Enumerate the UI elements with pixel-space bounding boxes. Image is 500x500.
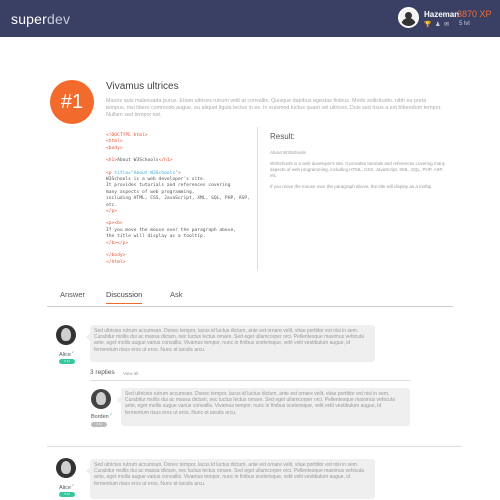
comment-text-2: Sed ultricies rutrum accumsan. Donec tempor, lacus id luctus dictum, ante est ornare velit, vitae porttitor est nisi in sem. Curabitur mollis dui ac massa dictum, nec luctus lectus ornare. Sed eget ullamcorper orci. Pellentesque maximus vehicula ante, eget mollis augue varius convallis. Vivamus tempor, nunc in finibus scelerisque, velit velit vestibulum augue, id fermentum risus eros ut eros. Nunc et iaculis arcu. <box>90 459 375 499</box>
code-line: </b></p> <box>106 240 129 246</box>
commenter-avatar-2[interactable] <box>56 458 76 478</box>
code-line: </p> <box>106 209 118 215</box>
result-paragraph: W3Schools is a web developer's site. It provides tutorials and references covering many aspects of web programming, including HTML, CSS, JavaScript, XML, SQL, PHP, ASP, etc. <box>270 161 445 178</box>
user-xp: 3870 XP <box>457 9 492 19</box>
commenter-level-badge: 5 lvl <box>59 359 75 364</box>
result-title: Result: <box>270 132 295 141</box>
verified-icon: ✔ <box>108 412 113 416</box>
verified-icon: ✔ <box>70 350 75 354</box>
code-example <box>106 133 251 266</box>
tabs-divider <box>47 306 453 307</box>
tab-answer[interactable]: Answer <box>60 290 86 299</box>
reply-level-badge: 2 lvl <box>91 422 107 427</box>
reply-name[interactable] <box>91 412 112 420</box>
reply-name-text: Borden <box>91 413 109 420</box>
replies-divider <box>90 380 410 381</box>
code-token: About W3Schools <box>117 158 159 164</box>
result-heading: About W3Schools <box>270 150 306 155</box>
code-token: > <box>177 170 181 176</box>
comment-text: Sed ultricies rutrum accumsan. Donec tempor, lacus id luctus dictum, ante est ornare velit, vitae porttitor est nisi in sem. Curabitur mollis dui ac massa dictum, nec luctus lectus ornare. Sed eget ullamcorper orci. Pellentesque maximus vehicula ante, eget mollis augue varius convallis. Vivamus tempor, nunc in finibus scelerisque, velit velit vestibulum augue, id fermentum risus eros ut eros. Nunc et iaculis arcu. <box>90 325 375 362</box>
code-line: the title will display as a tooltip. <box>106 234 206 240</box>
code-token: </h1> <box>158 158 173 164</box>
lesson-description: Mauris quis malesuada purus. Etiam ultrices rutrum velit at convallis. Quisque dapibus egestas finibus. Morbi sollicitudin, nibh eu porta tempus, nisl libero commodo augue, eu aliquet ligula lectus in ex. In euismod luctus quam vel ultrices. Duis sed risus a est bibendum tempor. Nullam sed tempor est. <box>106 98 442 118</box>
tab-ask[interactable]: Ask <box>170 290 183 299</box>
commenter-name-text: Alice <box>59 351 71 358</box>
result-note: If you move the mouse over the paragraph above, the title will display as a tooltip. <box>270 184 433 189</box>
replies-count: 3 replies <box>90 369 115 376</box>
code-token: <h1> <box>106 158 118 164</box>
user-stats-icons: 🏆 ♟ ✉ <box>424 22 451 28</box>
code-line: <body> <box>106 145 123 151</box>
code-result-divider <box>257 127 258 270</box>
code-line: W3Schools is a web developer's site. <box>106 177 206 183</box>
commenter-name-2-text: Alice <box>59 484 71 491</box>
code-line: <!DOCTYPE html> <box>106 133 148 138</box>
logo-primary-text: super <box>11 11 48 27</box>
reply-avatar[interactable] <box>91 389 111 409</box>
code-line: </body> <box>106 253 126 259</box>
code-line: <html> <box>106 139 123 145</box>
lesson-title: Vivamus ultrices <box>106 81 179 92</box>
code-token: <p <box>106 170 115 176</box>
superdev-logo[interactable] <box>11 11 70 27</box>
verified-icon: ✔ <box>70 483 75 487</box>
commenter-level-badge-2: 5 lvl <box>59 492 75 497</box>
lesson-tabs <box>0 288 500 308</box>
code-line: including HTML, CSS, JavaScript, XML, SQL, PHP, ASP, etc. <box>106 196 250 208</box>
user-level: 5 lvl <box>459 21 470 27</box>
commenter-name[interactable] <box>59 350 74 358</box>
tab-discussion[interactable]: Discussion <box>106 290 143 299</box>
code-token: title="About W3Schools" <box>114 170 178 176</box>
top-navbar <box>0 0 500 37</box>
code-line: It provides tutorials and references covering <box>106 183 231 189</box>
comment-separator <box>47 446 462 447</box>
result-output <box>270 150 445 195</box>
commenter-avatar[interactable] <box>56 325 76 345</box>
code-line: </html> <box>106 259 126 265</box>
lesson-number-badge: #1 <box>50 80 94 124</box>
view-all-replies-link[interactable]: View all <box>123 371 139 376</box>
code-line: <p><b> <box>106 221 123 227</box>
reply-text: Sed ultricies rutrum accumsan. Donec tempor, lacus id luctus dictum, ante est ornare velit, vitae porttitor est nisi in sem. Curabitur mollis dui ac massa dictum, nec luctus lectus ornare. Sed eget ullamcorper orci. Pellentesque maximus vehicula ante, eget mollis augue varius convallis. Vivamus tempor, nunc in finibus scelerisque, velit velit vestibulum augue, id fermentum risus eros ut eros. Nunc et iaculis arcu. <box>121 388 410 426</box>
user-name[interactable]: Hazeman <box>424 10 460 19</box>
code-line: If you move the mouse over the paragraph above, <box>106 227 236 233</box>
commenter-name-2[interactable] <box>59 483 74 491</box>
user-avatar[interactable] <box>398 7 419 28</box>
logo-secondary-text: dev <box>47 11 71 27</box>
code-line: many aspects of web programming, <box>106 189 195 195</box>
